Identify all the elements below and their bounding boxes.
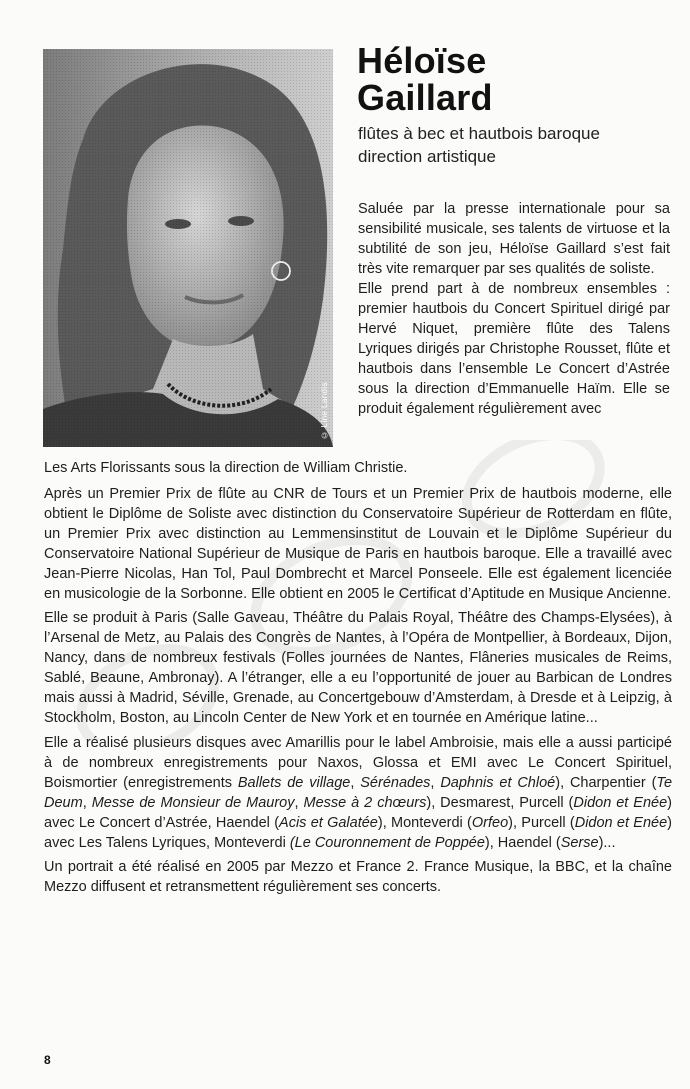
rec-title: Didon et Enée (574, 814, 668, 831)
rec-title: Orfeo (471, 814, 509, 831)
rec-title: Serse (560, 834, 599, 851)
rec-text: , (294, 794, 304, 811)
photo-credit: © Line Landis (320, 381, 329, 439)
rec-text: ), Desmarest, Purcell ( (426, 794, 574, 811)
rec-text: Elle a réalisé plusieurs disques avec Amarillis pour le label Ambroisie, mais elle a aussi participé à de nombreux enregistrements pour Naxos, Glossa et EMI avec Le Concert Spirituel, Boismortier (enregistrements (44, 734, 672, 791)
rec-title: Te Deum (44, 774, 673, 811)
bio-intro (358, 199, 670, 419)
rec-text: ) avec Le Concert d’Astrée, Haendel ( (44, 794, 672, 831)
bio-body (44, 458, 672, 902)
rec-text: , (82, 794, 92, 811)
bio-paragraph: Elle prend part à de nombreux ensembles : premier hautbois du Concert Spirituel dirigé par Hervé Niquet, première flûte des Talens Lyriques dirigés par Christophe Rousset, flûte et hautbois dans l’ensemble Le Concert d’Astrée sous la direction d’Emmanuelle Haïm. Elle se produit également régulièrement avec (358, 281, 670, 417)
rec-title: Didon et Enée (573, 794, 668, 811)
portrait-photo (43, 49, 333, 447)
rec-title: Messe de Monsieur de Mauroy (91, 794, 295, 811)
rec-title: Ballets de village (237, 774, 351, 791)
bio-continuation: Les Arts Florissants sous la direction de William Christie. (44, 460, 408, 476)
artist-name (357, 42, 657, 116)
rec-title: Daphnis et Chloé (440, 774, 556, 791)
rec-text: ), Haendel ( (484, 834, 561, 851)
artist-roles (358, 122, 668, 168)
role-direction: direction artistique (358, 147, 496, 166)
bio-paragraph-media: Un portrait a été réalisé en 2005 par Mezzo et France 2. France Musique, la BBC, et la chaîne Mezzo diffusent et retransmettent régulièrement ses concerts. (44, 859, 672, 896)
role-instruments: flûtes à bec et hautbois baroque (358, 124, 600, 143)
rec-text: ), Charpentier ( (555, 774, 657, 791)
rec-title: Acis et Galatée (279, 814, 378, 831)
bio-paragraph: Saluée par la presse internationale pour sa sensibilité musicale, ses talents de virtuose et la subtilité de son jeu, Héloïse Gaillard s’est fait très vite remarquer par ses qualités de soliste. (358, 201, 670, 277)
rec-text: ) avec Les Talens Lyriques, Monteverdi (44, 814, 672, 851)
rec-text: )... (598, 834, 616, 851)
bio-paragraph-recordings (44, 733, 672, 853)
rec-text: , (430, 774, 441, 791)
rec-text: ), Purcell ( (508, 814, 575, 831)
artist-name-last: Gaillard (357, 77, 493, 118)
page-number: 8 (44, 1053, 51, 1067)
rec-title: (Le Couronnement de Poppée (289, 834, 485, 851)
rec-title: Sérénades (360, 774, 431, 791)
rec-title: Messe à 2 chœurs (303, 794, 427, 811)
artist-name-first: Héloïse (357, 40, 487, 81)
bio-paragraph-venues: Elle se produit à Paris (Salle Gaveau, Théâtre du Palais Royal, Théâtre des Champs-Elysées), à l’Arsenal de Metz, au Palais des Congrès de Nantes, à l’Opéra de Montpellier, à Bordeaux, Dijon, Nancy, dans de nombreux festivals (Folles journées de Nantes, Flâneries musicales de Reims, Sablé, Beaune, Ambronay). A l’étranger, elle a eu l’opportunité de jouer au Barbican de Londres mais aussi à Madrid, Séville, Grenade, au Concertgebouw d’Amsterdam, à Dresde et à Leipzig, à Stockholm, Boston, au Lincoln Center de New York et en tournée en Amérique latine... (44, 610, 672, 727)
bio-paragraph-education: Après un Premier Prix de flûte au CNR de Tours et un Premier Prix de hautbois moderne, elle obtient le Diplôme de Soliste avec distinction du Conservatoire Supérieur de Rotterdam en flûte, un Premier Prix avec distinction au Lemmensinstitut de Louvain et le Diplôme Supérieur du Conservatoire National Supérieur de Musique de Paris en hautbois baroque. Elle a travaillé avec Jean-Pierre Nicolas, Han Tol, Paul Dombrecht et Marcel Ponseele. Elle est également licenciée en musicologie de la Sorbonne. Elle obtient en 2005 le Certificat d’Aptitude en Musique Ancienne. (44, 485, 672, 602)
rec-text: , (350, 774, 361, 791)
rec-text: ), Monteverdi ( (377, 814, 472, 831)
